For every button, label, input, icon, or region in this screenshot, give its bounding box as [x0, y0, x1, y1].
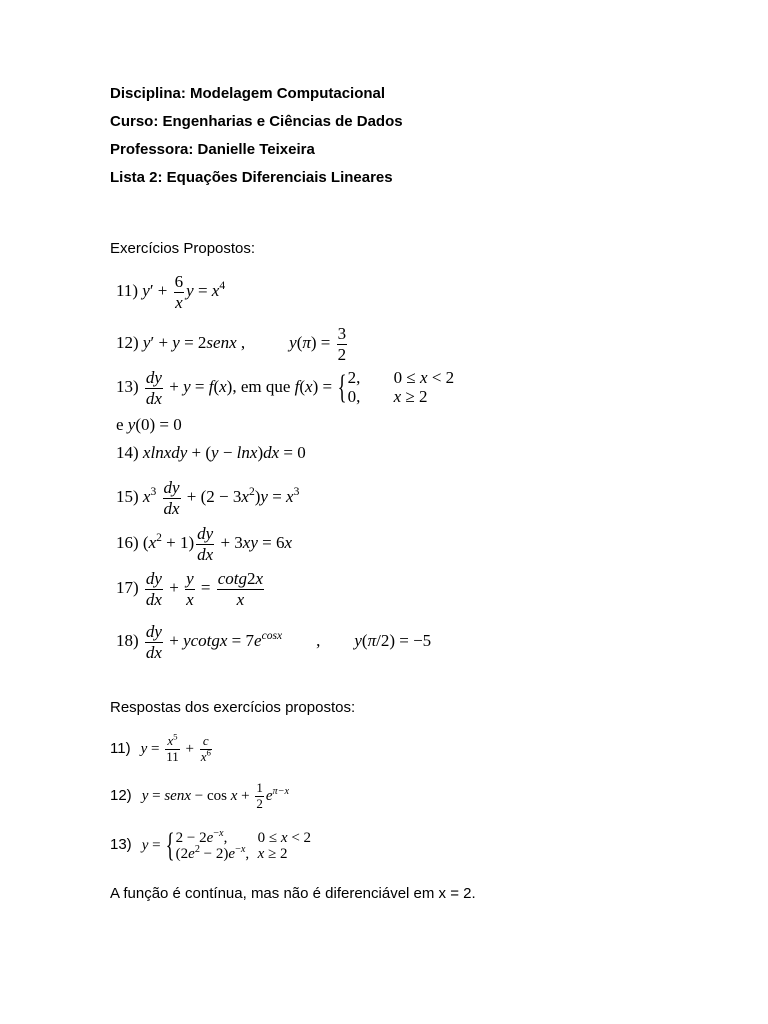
answer-13-number: 13): [110, 836, 132, 854]
answer-12-number: 12): [110, 786, 132, 804]
exercise-13: 13) $\frac{dy}{dx}$ + y = f(x), em que f(x) = { 2, 0 ≤ x < 2 0, x ≥ 2: [116, 368, 455, 408]
teacher-line: Professora: Danielle Teixeira: [110, 141, 315, 158]
exercise-18: 18) $\frac{dy}{dx}$ + ycotgx = $7e^{cosx}$ , y(π/2) = −5: [116, 622, 432, 662]
exercise-17: 17) $\frac{dy}{dx}$ + $\frac{y}{x}$ = $\frac{\cot g2x}{x}$: [116, 569, 264, 609]
exercise-12: 12) y′ + y = 2senx , y(π) = $\frac{3}{2}$: [116, 324, 347, 364]
exercise-16: 16) $(x^2 + 1)$ $\frac{dy}{dx}$ + 3xy = 6x: [116, 524, 293, 564]
answer-11-number: 11): [110, 739, 131, 757]
exercise-15: 15) $x^3$ $\frac{dy}{dx}$ + $(2 - 3x^2)y = x^3$: [116, 478, 300, 518]
exercises-heading: Exercícios Propostos:: [110, 240, 256, 257]
answer-11: 11) y = $\frac{x^5}{11}$ + $\frac{c}{x^6}$: [110, 731, 211, 764]
discipline-line: Disciplina: Modelagem Computacional: [110, 85, 386, 102]
exercise-11: 11) y′ + $\frac{6}{x}$ $y = x^4$: [116, 272, 226, 312]
exercise-13-condition: e y(0) = 0: [116, 415, 182, 434]
answer-12: 12) y = senx − cos x + $\frac{1}{2}$ $e^{\pi-x}$: [110, 780, 290, 811]
list-title: Lista 2: Equações Diferenciais Lineares: [110, 169, 393, 186]
conclusion-text: A função é contínua, mas não é diferenciável em x = 2.: [110, 885, 476, 902]
answer-13: 13) y = { $2 - 2e^{-x}$, 0 ≤ x < 2 $(2e^2 - 2)e^{-x}$, x ≥ 2: [110, 827, 312, 864]
answers-heading: Respostas dos exercícios propostos:: [110, 699, 356, 716]
exercise-14: 14) xlnxdy + (y − lnx)dx = 0: [116, 443, 306, 462]
course-line: Curso: Engenharias e Ciências de Dados: [110, 113, 403, 130]
